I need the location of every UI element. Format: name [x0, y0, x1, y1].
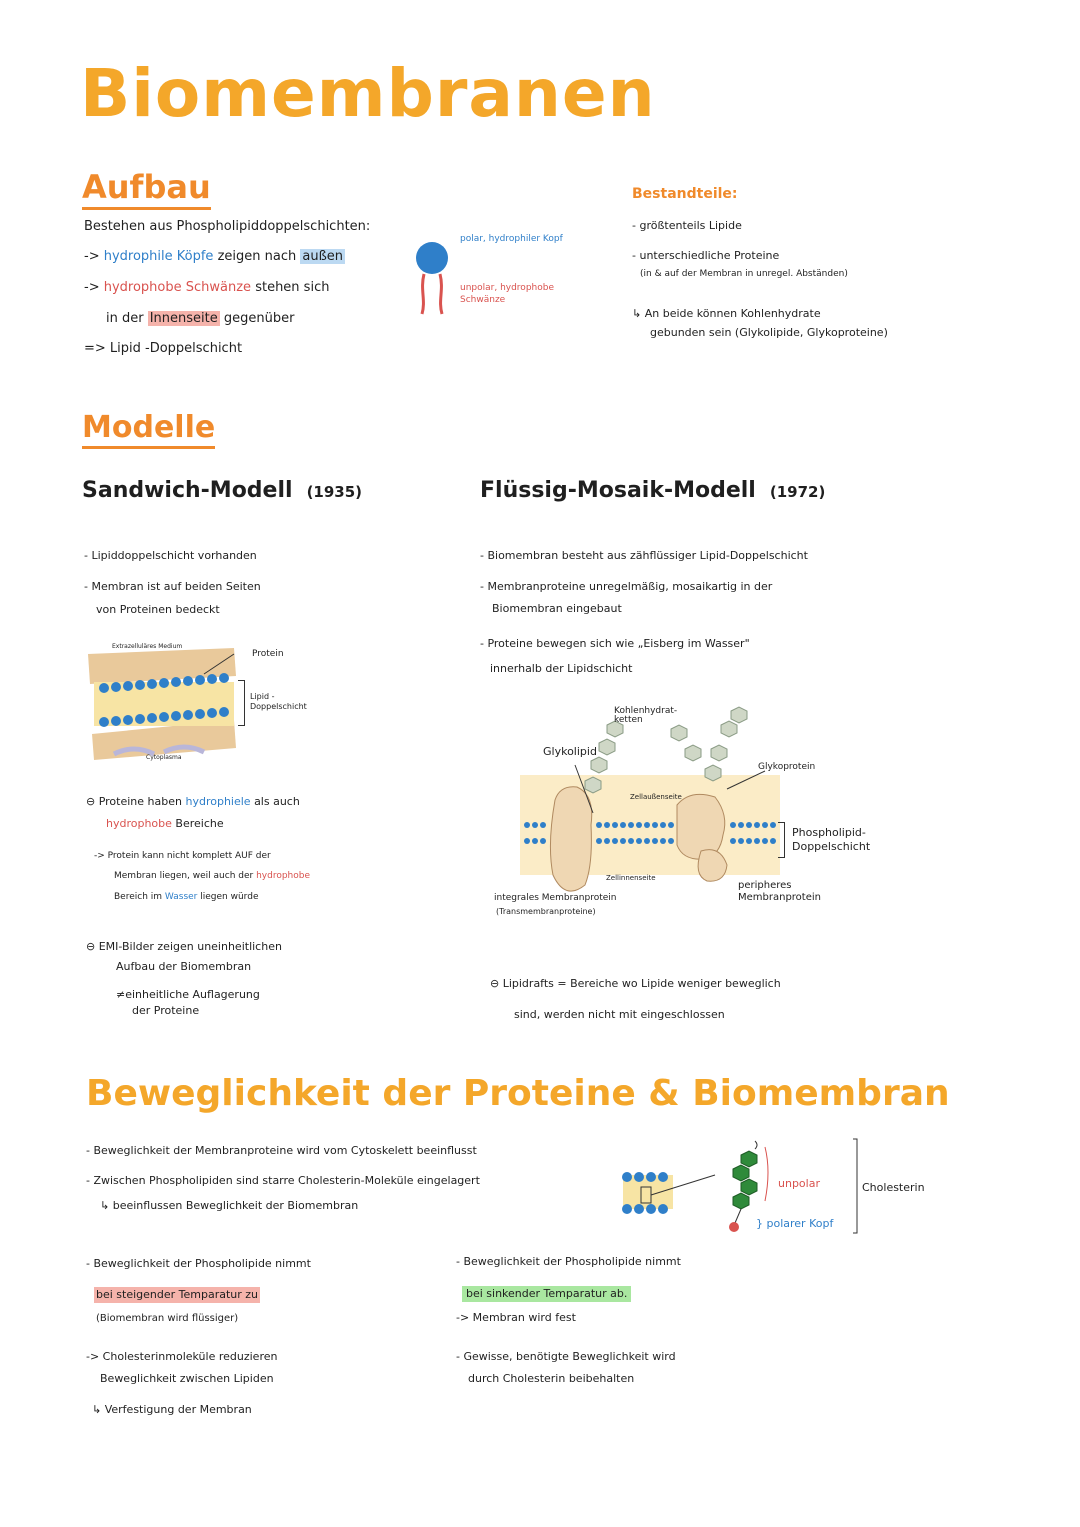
- bestandteile-item2-note: (in & auf der Membran in unregel. Abständen): [640, 269, 848, 279]
- mosaik-con1b: sind, werden nicht mit eingeschlossen: [514, 1008, 725, 1021]
- mosaik-fig-phospho: Phospholipid-Doppelschicht: [792, 826, 871, 853]
- mosaik-fig-glykolipid: Glykolipid: [543, 745, 597, 758]
- sandwich-fig-lipid: Lipid - Doppelschicht: [250, 692, 307, 711]
- bestandteile-item3: ↳ An beide können Kohlenhydrate: [632, 307, 821, 320]
- mosaik-fig-kh: Kohlenhydrat-ketten: [614, 706, 678, 725]
- page-title: Biomembranen: [80, 55, 656, 132]
- tail-label: unpolar, hydrophobe Schwänze: [460, 283, 554, 305]
- sandwich-con2: -> Protein kann nicht komplett AUF der: [94, 851, 271, 861]
- mosaik-con1: ⊖ Lipidrafts = Bereiche wo Lipide weniger beweglich: [490, 977, 781, 990]
- bestandteile-item1: - größtenteils Lipide: [632, 219, 742, 232]
- bew-p2: - Zwischen Phospholipiden sind starre Cholesterin-Moleküle eingelagert: [86, 1174, 480, 1187]
- sandwich-fig-bottom: Cytoplasma: [146, 754, 182, 761]
- bew-left3: (Biomembran wird flüssiger): [96, 1313, 239, 1324]
- bew-left5: ↳ Verfestigung der Membran: [92, 1403, 252, 1416]
- bew-right2: bei sinkender Temparatur ab.: [462, 1286, 631, 1302]
- bew-left4: -> Cholesterinmoleküle reduzieren: [86, 1350, 278, 1363]
- mosaik-fig-innen: Zellinnenseite: [606, 874, 656, 882]
- aufbau-line3: in der Innenseite gegenüber: [106, 311, 295, 326]
- sandwich-con2b: Membran liegen, weil auch der hydrophobe: [114, 871, 311, 881]
- aufbau-heading: Aufbau: [82, 168, 211, 210]
- sandwich-con1: ⊖ Proteine haben hydrophiele als auch: [86, 795, 300, 808]
- bew-right4: - Gewisse, benötigte Beweglichkeit wird: [456, 1350, 676, 1363]
- bew-left1: - Beweglichkeit der Phospholipide nimmt: [86, 1257, 311, 1270]
- mosaik-fig-integral2: (Transmembranproteine): [496, 907, 596, 916]
- bew-left4b: Beweglichkeit zwischen Lipiden: [100, 1372, 274, 1385]
- mosaik-p3: - Proteine bewegen sich wie „Eisberg im Wasser": [480, 637, 750, 650]
- chol-label: Cholesterin: [862, 1181, 925, 1194]
- sandwich-con2c: Bereich im Wasser liegen würde: [114, 892, 259, 902]
- bew-right4b: durch Cholesterin beibehalten: [468, 1372, 635, 1385]
- sandwich-title: Sandwich-Modell (1935): [82, 478, 363, 503]
- mosaik-p3b: innerhalb der Lipidschicht: [490, 662, 633, 675]
- sandwich-con4b: der Proteine: [132, 1004, 200, 1017]
- sandwich-fig-protein: Protein: [252, 649, 284, 659]
- beweglichkeit-heading: Beweglichkeit der Proteine & Biomembran: [86, 1073, 950, 1114]
- modelle-heading: Modelle: [82, 410, 215, 449]
- sandwich-con1b: hydrophobe Bereiche: [106, 817, 224, 830]
- sandwich-fig-top: Extrazelluläres Medium: [112, 643, 183, 650]
- phospholipid-icon: [412, 240, 452, 320]
- bestandteile-item3-note: gebunden sein (Glykolipide, Glykoproteine): [650, 326, 888, 339]
- head-label: polar, hydrophiler Kopf: [460, 234, 563, 244]
- mosaik-p2: - Membranproteine unregelmäßig, mosaikartig in der: [480, 580, 773, 593]
- mosaik-p2b: Biomembran eingebaut: [492, 602, 622, 615]
- mosaik-title: Flüssig-Mosaik-Modell (1972): [480, 478, 826, 503]
- chol-unpolar: unpolar: [778, 1177, 820, 1190]
- sandwich-p2: - Membran ist auf beiden Seiten: [84, 580, 261, 593]
- bestandteile-heading: Bestandteile:: [632, 186, 738, 202]
- aufbau-intro: Bestehen aus Phospholipiddoppelschichten:: [84, 219, 371, 234]
- mosaik-p1: - Biomembran besteht aus zähflüssiger Lipid-Doppelschicht: [480, 549, 808, 562]
- mosaik-fig-integral: integrales Membranprotein: [494, 893, 617, 903]
- mosaik-fig-aussen: Zellaußenseite: [630, 793, 682, 801]
- aufbau-line1: -> hydrophile Köpfe zeigen nach außen: [84, 249, 344, 264]
- sandwich-brace: [238, 680, 245, 726]
- sandwich-model-figure: [84, 636, 244, 766]
- aufbau-line4: => Lipid -Doppelschicht: [84, 341, 243, 356]
- bew-left2: bei steigender Temparatur zu: [96, 1288, 259, 1301]
- bew-p2b: ↳ beeinflussen Beweglichkeit der Biomembran: [100, 1199, 359, 1212]
- aufbau-line2: -> hydrophobe Schwänze stehen sich: [84, 280, 330, 295]
- sandwich-p1: - Lipiddoppelschicht vorhanden: [84, 549, 257, 562]
- bew-right3: -> Membran wird fest: [456, 1311, 576, 1324]
- sandwich-con4: ≠einheitliche Auflagerung: [116, 988, 260, 1001]
- sandwich-con3: ⊖ EMI-Bilder zeigen uneinheitlichen: [86, 940, 282, 953]
- bew-p1: - Beweglichkeit der Membranproteine wird vom Cytoskelett beeinflusst: [86, 1144, 477, 1157]
- sandwich-con3b: Aufbau der Biomembran: [116, 960, 252, 973]
- bestandteile-item2: - unterschiedliche Proteine: [632, 249, 780, 262]
- bew-right1: - Beweglichkeit der Phospholipide nimmt: [456, 1255, 681, 1268]
- mosaik-brace: [778, 822, 785, 858]
- mosaik-fig-peripher: peripheres Membranprotein: [738, 880, 821, 903]
- sandwich-p2b: von Proteinen bedeckt: [96, 603, 220, 616]
- mosaik-fig-glykoprotein: Glykoprotein: [758, 762, 816, 772]
- chol-polar: } polarer Kopf: [756, 1217, 834, 1230]
